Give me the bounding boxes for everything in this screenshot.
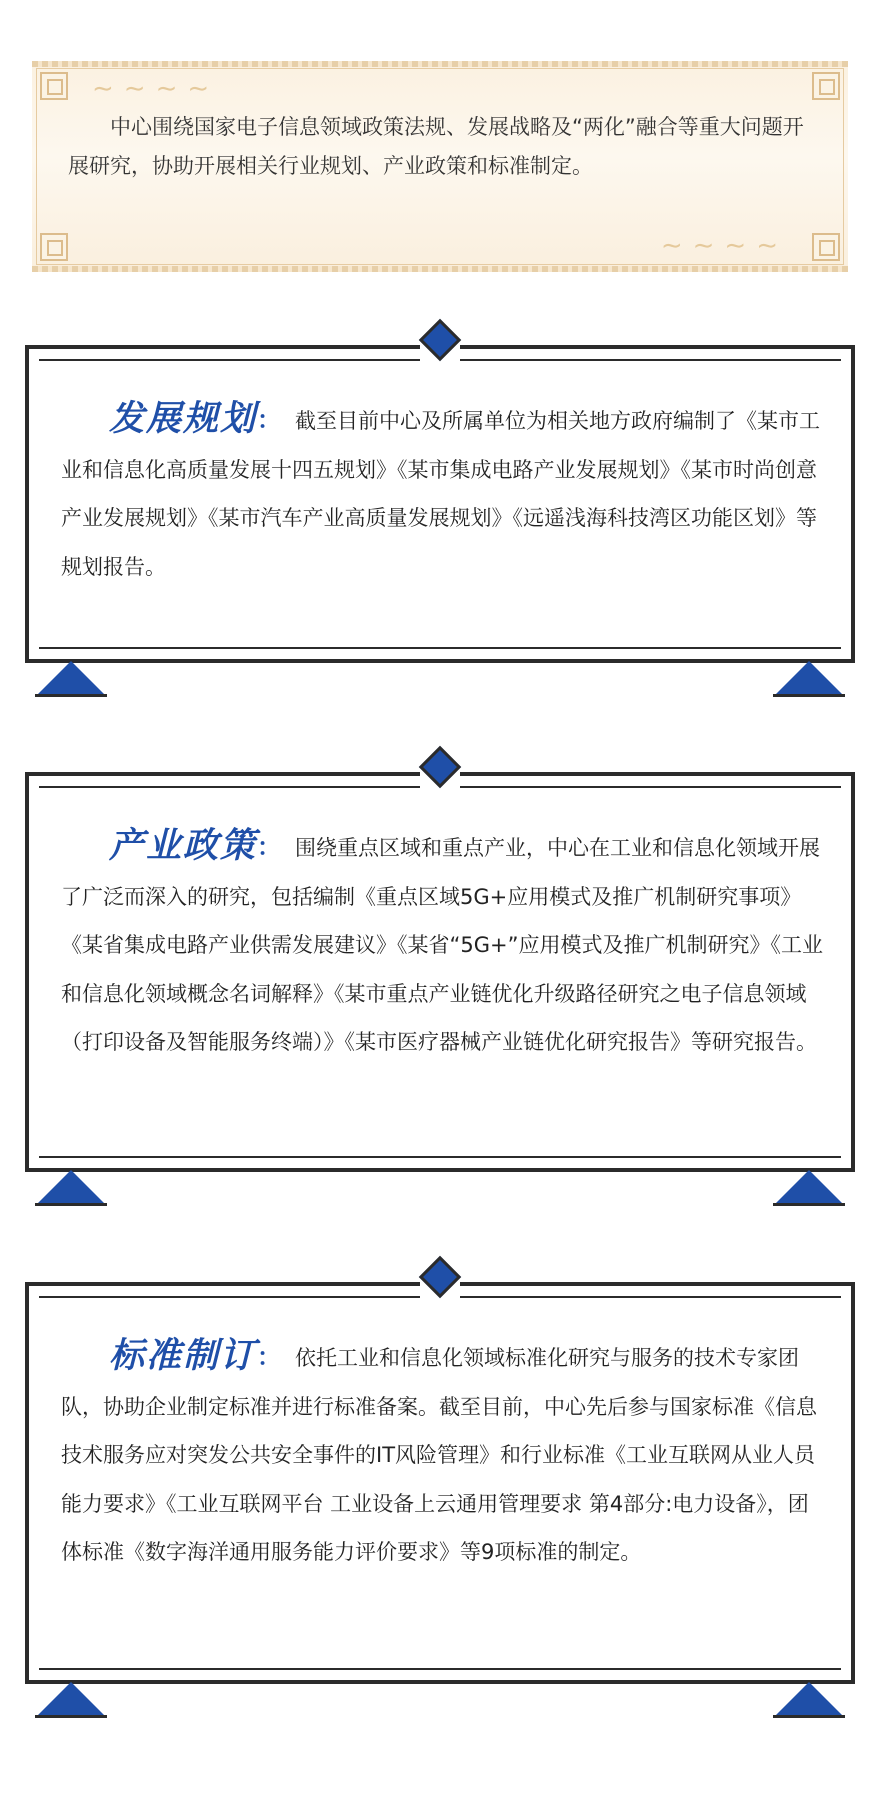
card-inner-line-bottom [39,647,841,649]
cloud-wave-icon: ∼∼∼∼ [92,74,220,104]
card-foot-left-icon [37,661,105,695]
section-card-development-planning [25,345,855,703]
card-foot-right-icon [775,1170,843,1204]
card-inner-line-bottom [39,1156,841,1158]
section-heading: 标准制订 [109,1336,258,1376]
section-text [61,1332,825,1577]
section-body: 依托工业和信息化领域标准化研究与服务的技术专家团队，协助企业制定标准并进行标准备案。截至目前，中心先后参与国家标准《信息技术服务应对突发公共安全事件的IT风险管理》和行业标准《工业互联网从业人员能力要求》《工业互联网平台 工业设备上云通用管理要求 第4部分:电力设备》，团体标准《数字海洋通用服务能力评价要求》等9项标准的制定。 [61,1346,817,1564]
heading-colon: ： [257,406,282,434]
card-foot-right-icon [775,661,843,695]
corner-ornament-icon [40,72,68,100]
section-card-standard-setting [25,1282,855,1724]
section-body: 围绕重点区域和重点产业，中心在工业和信息化领域开展了广泛而深入的研究，包括编制《重点区域5G+应用模式及推广机制研究事项》《某省集成电路产业供需发展建议》《某省“5G+”应用模式及推广机制研究》《工业和信息化领域概念名词解释》《某市重点产业链优化升级路径研究之电子信息领域（打印设备及智能服务终端）》《某市医疗器械产业链优化研究报告》等研究报告。 [61,836,823,1054]
section-body: 截至目前中心及所属单位为相关地方政府编制了《某市工业和信息化高质量发展十四五规划》《某市集成电路产业发展规划》《某市时尚创意产业发展规划》《某市汽车产业高质量发展规划》《远遥浅海科技湾区功能区划》等规划报告。 [61,409,821,579]
intro-border-top [32,61,848,67]
section-text [61,395,825,591]
corner-ornament-icon [812,72,840,100]
intro-panel [32,64,848,269]
cloud-wave-icon: ∼∼∼∼ [660,231,788,261]
card-foot-left-icon [37,1682,105,1716]
card-inner-line-bottom [39,1668,841,1670]
intro-border-bottom [32,266,848,272]
section-text [61,822,825,1067]
card-foot-right-icon [775,1682,843,1716]
heading-colon: ： [257,833,282,861]
corner-ornament-icon [812,233,840,261]
section-heading: 发展规划 [109,399,258,439]
section-card-industrial-policy [25,772,855,1212]
section-heading: 产业政策 [109,826,258,866]
intro-text: 中心围绕国家电子信息领域政策法规、发展战略及“两化”融合等重大问题开展研究，协助开展相关行业规划、产业政策和标准制定。 [68,115,804,178]
card-foot-left-icon [37,1170,105,1204]
corner-ornament-icon [40,233,68,261]
heading-colon: ： [257,1343,282,1371]
